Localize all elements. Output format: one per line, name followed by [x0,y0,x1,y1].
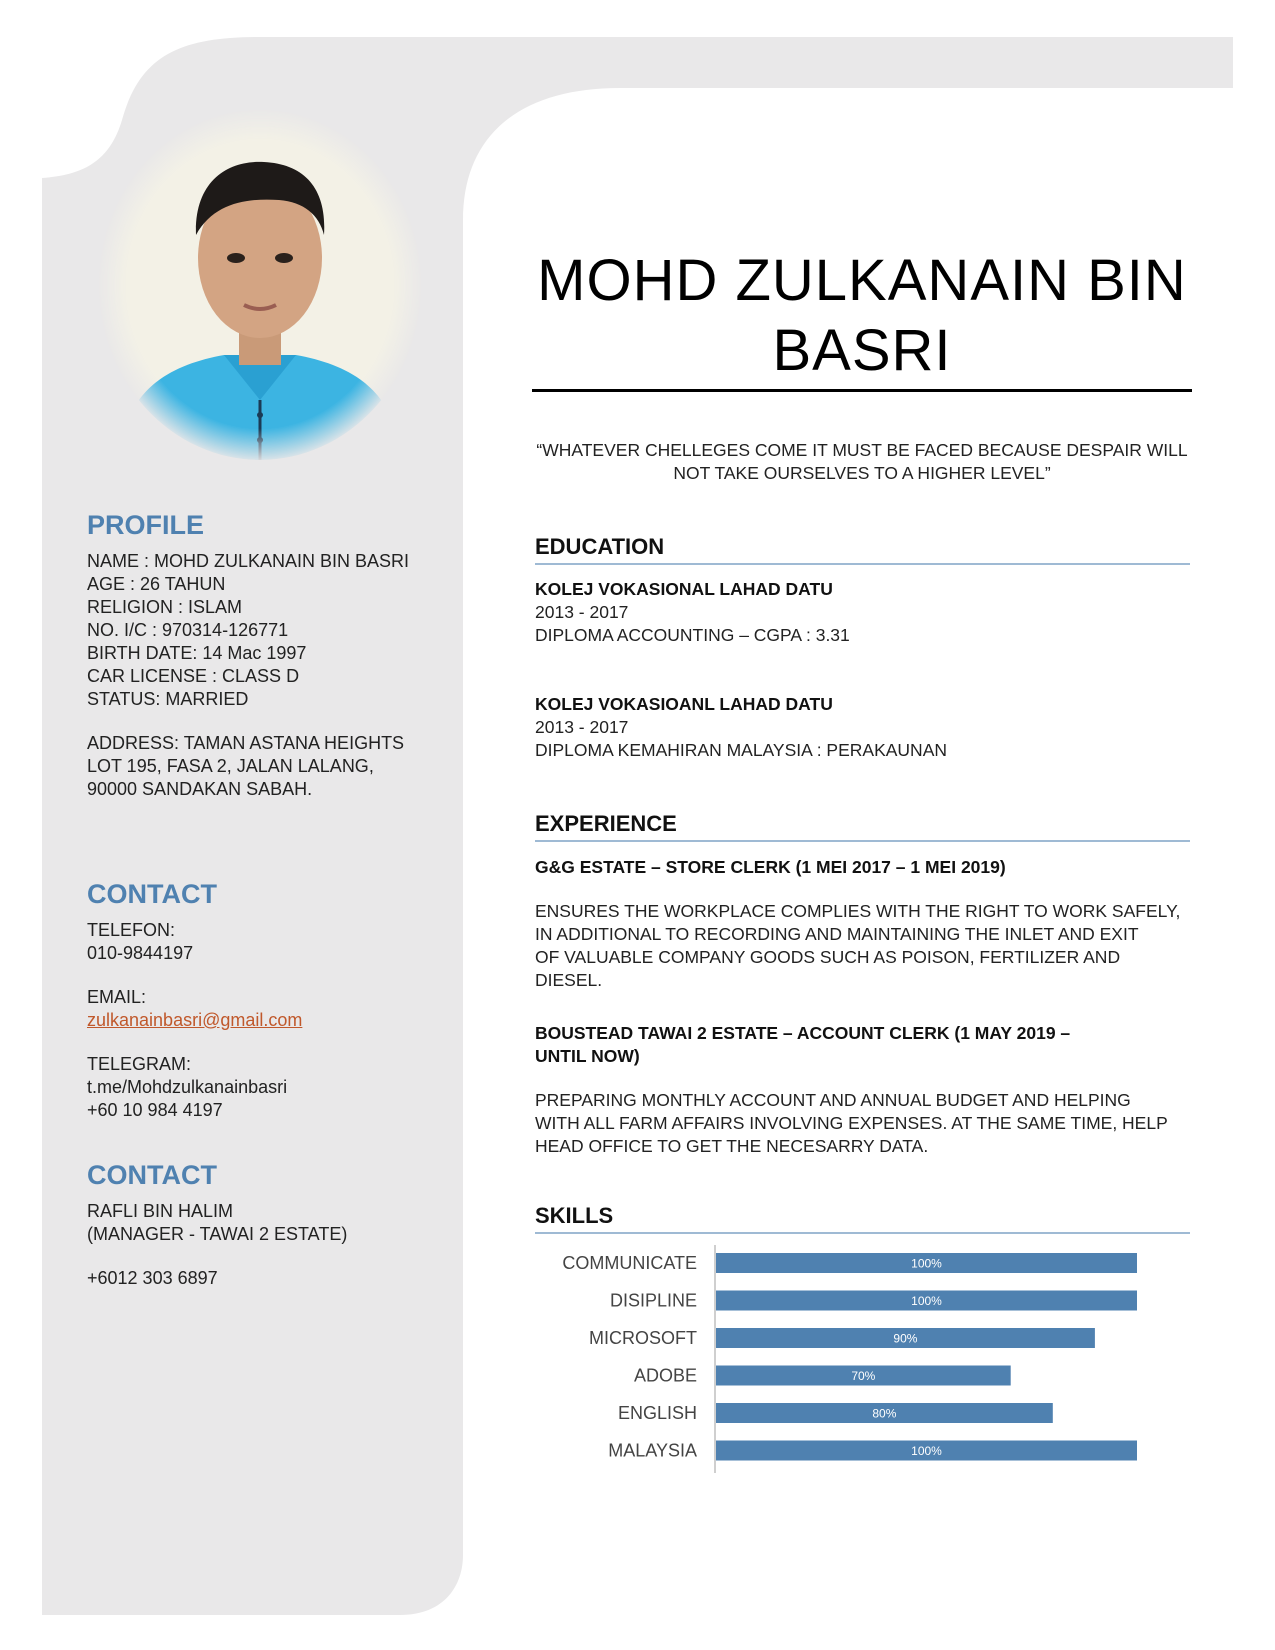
name-line-1: MOHD ZULKANAIN BIN [537,248,1187,313]
education-years: 2013 - 2017 [535,717,629,737]
education-item [535,578,1185,647]
experience-title: G&G ESTATE – STORE CLERK (1 MEI 2017 – 1 MEI 2019) [535,857,1006,877]
experience-title: BOUSTEAD TAWAI 2 ESTATE – ACCOUNT CLERK (1 MAY 2019 – [535,1023,1071,1043]
telegram-phone: +60 10 984 4197 [87,1100,223,1120]
profile-ic: NO. I/C : 970314-126771 [87,620,289,640]
reference-phone: +6012 303 6897 [87,1268,218,1288]
profile-section [87,510,447,801]
experience-desc-line: PREPARING MONTHLY ACCOUNT AND ANNUAL BUDGET AND HELPING [535,1090,1131,1110]
telegram-value: t.me/Mohdzulkanainbasri [87,1077,288,1097]
skill-value-label: 80% [872,1406,897,1421]
address-line-2: LOT 195, FASA 2, JALAN LALANG, [87,756,374,776]
reference-section [87,1160,447,1290]
email-link[interactable]: zulkanainbasri@gmail.com [87,1010,303,1030]
skill-value-label: 70% [851,1369,876,1383]
profile-status: STATUS: MARRIED [87,689,249,709]
education-school: KOLEJ VOKASIOANL LAHAD DATU [535,694,833,714]
profile-photo [99,110,421,460]
reference-role: (MANAGER - TAWAI 2 ESTATE) [87,1224,348,1244]
skill-value-label: 90% [893,1331,918,1346]
experience-desc-line: OF VALUABLE COMPANY GOODS SUCH AS POISON, FERTILIZER AND [535,947,1121,967]
skill-value-label: 100% [911,1444,942,1458]
quote-line-1: “WHATEVER CHELLEGES COME IT MUST BE FACED BECAUSE DESPAIR WILL [536,440,1188,460]
page-title [532,246,1192,386]
experience-desc-line: IN ADDITIONAL TO RECORDING AND MAINTAINING THE INLET AND EXIT [535,924,1139,944]
profile-age: AGE : 26 TAHUN [87,574,226,594]
profile-car-license: CAR LICENSE : CLASS D [87,666,300,686]
person-photo-icon [99,110,421,460]
experience-heading: EXPERIENCE [535,811,1190,842]
skills-heading: SKILLS [535,1203,1190,1234]
telegram-label: TELEGRAM: [87,1054,192,1074]
profile-heading: PROFILE [87,510,205,540]
profile-name: NAME : MOHD ZULKANAIN BIN BASRI [87,551,410,571]
skill-value-label: 100% [911,1294,942,1308]
education-years: 2013 - 2017 [535,602,629,622]
skill-label: DISIPLINE [609,1290,697,1311]
skill-label: COMMUNICATE [562,1253,697,1273]
education-detail: DIPLOMA ACCOUNTING – CGPA : 3.31 [535,625,850,645]
profile-religion: RELIGION : ISLAM [87,597,243,617]
contact-section [87,879,447,1122]
skill-value-label: 100% [911,1256,942,1271]
education-detail: DIPLOMA KEMAHIRAN MALAYSIA : PERAKAUNAN [535,740,948,760]
education-heading: EDUCATION [535,534,1190,565]
skill-label: MALAYSIA [608,1440,697,1461]
profile-birth-date: BIRTH DATE: 14 Mac 1997 [87,643,307,663]
phone-label: TELEFON: [87,920,176,940]
address-line-3: 90000 SANDAKAN SABAH. [87,779,313,799]
reference-name: RAFLI BIN HALIM [87,1201,234,1221]
skill-label: ADOBE [633,1365,697,1386]
experience-item [535,856,1185,992]
quote-line-2: NOT TAKE OURSELVES TO A HIGHER LEVEL” [673,463,1051,483]
quote [532,439,1192,485]
email-label: EMAIL: [87,987,147,1007]
skill-label: MICROSOFT [589,1328,697,1348]
education-item [535,693,1185,762]
skills-chart [535,1245,1190,1485]
education-school: KOLEJ VOKASIONAL LAHAD DATU [535,579,833,599]
reference-heading: CONTACT [87,1160,217,1190]
phone-value: 010-9844197 [87,943,194,963]
title-divider [532,389,1192,392]
skill-label: ENGLISH [617,1403,697,1423]
experience-desc-line: ENSURES THE WORKPLACE COMPLIES WITH THE RIGHT TO WORK SAFELY, [535,901,1181,921]
address-line-1: ADDRESS: TAMAN ASTANA HEIGHTS [87,733,405,753]
contact-heading: CONTACT [87,879,217,909]
name-line-2: BASRI [772,318,952,383]
experience-title: UNTIL NOW) [535,1046,640,1066]
experience-item [535,1022,1185,1158]
experience-desc-line: DIESEL. [535,970,603,990]
experience-desc-line: HEAD OFFICE TO GET THE NECESARRY DATA. [535,1136,929,1156]
experience-desc-line: WITH ALL FARM AFFAIRS INVOLVING EXPENSES. AT THE SAME TIME, HELP [535,1113,1168,1133]
